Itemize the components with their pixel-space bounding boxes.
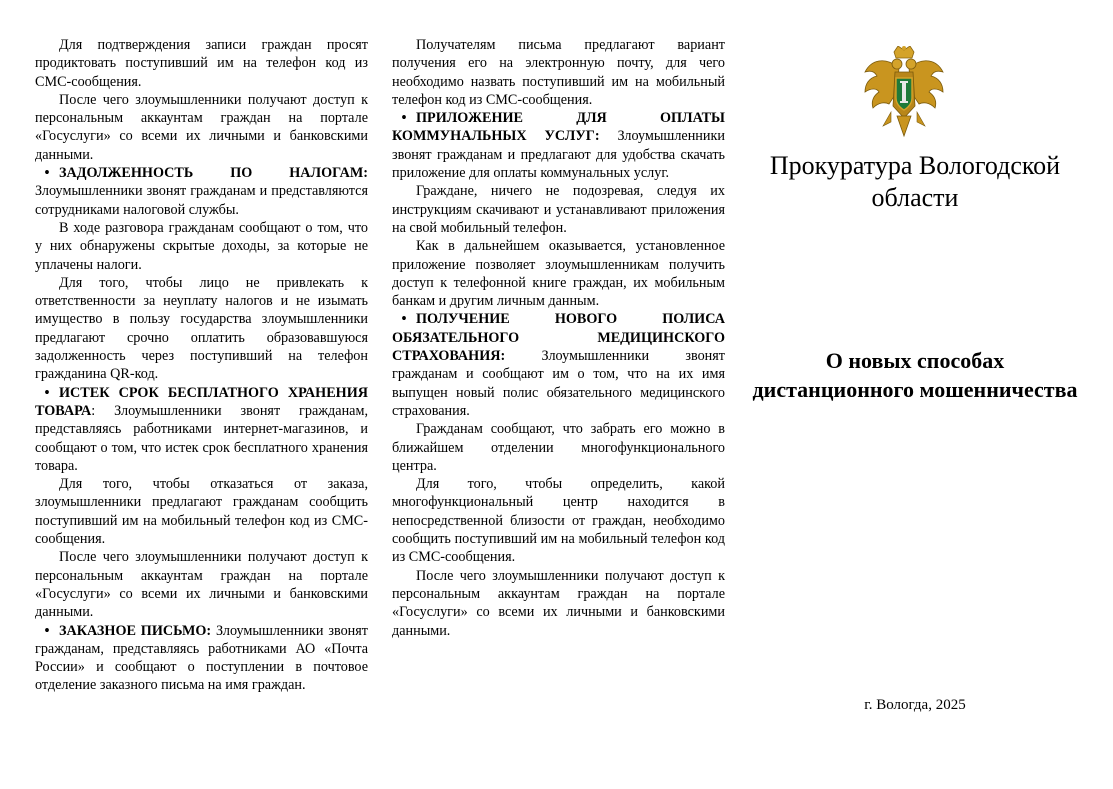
bullet-icon: • <box>401 311 407 328</box>
section-heading: ЗАКАЗНОЕ ПИСЬМО: <box>59 622 212 639</box>
paragraph: В ходе разговора гражданам сообщают о том, что у них обнаружены скрытые доходы, за которые не уплачены налоги. <box>35 219 368 273</box>
section-body: Злоумышленники звонят гражданам и предлагают для удобства скачать приложение для оплаты коммунальных услуг. <box>392 128 725 182</box>
paragraph: Для того, чтобы отказаться от заказа, злоумышленники предлагают гражданам сообщить поступивший им на мобильный телефон код из СМС-сообщения. <box>35 476 368 548</box>
paragraph: Получателям письма предлагают вариант получения его на электронную почту, для чего необходимо назвать поступивший им на мобильный телефон код из СМС-сообщения. <box>392 37 725 108</box>
paragraph: После чего злоумышленники получают доступ к персональным аккаунтам граждан на портале «Госуслуги» со всеми их личными и банковскими данными. <box>35 549 368 621</box>
section-heading-paragraph <box>35 384 368 475</box>
paragraph: Для того, чтобы определить, какой многофункциональный центр находится в непосредственной близости от граждан, необходимо сообщить поступивший им на мобильный телефон код из СМС-сообщения. <box>392 476 725 566</box>
section-body: : Злоумышленники звонят гражданам, представляясь работниками интернет-магазинов, и сообщают о том, что истек срок бесплатного хранения товара. <box>35 402 368 474</box>
cover-panel <box>750 0 1080 789</box>
section-body: Злоумышленники звонят гражданам, представляясь работниками АО «Почта России» и сообщают о поступлении в почтовое отделение заказного письма на имя граждан. <box>35 622 368 694</box>
section-heading: ЗАДОЛЖЕННОСТЬ ПО НАЛОГАМ: <box>59 165 368 182</box>
city-year: г. Вологда, 2025 <box>864 697 966 713</box>
section-body: Злоумышленники звонят гражданам и представляются сотрудниками налоговой службы. <box>35 183 368 218</box>
paragraph: Как в дальнейшем оказывается, установленное приложение позволяет злоумышленникам получить доступ к телефонной книге граждан, их мобильным банкам и другим личным данным. <box>392 238 725 310</box>
bullet-icon: • <box>44 384 50 401</box>
section-heading-paragraph <box>392 109 725 182</box>
section-heading-paragraph <box>35 164 368 219</box>
section-heading: ИСТЕК СРОК БЕСПЛАТНОГО ХРАНЕНИЯ ТОВАРА <box>35 384 368 419</box>
bullet-icon: • <box>44 622 50 639</box>
bullet-icon: • <box>401 110 407 127</box>
organization-name: Прокуратура Вологодской области <box>769 151 1061 212</box>
paragraph: Для того, чтобы лицо не привлекать к ответственности за неуплату налогов и не изымать имущество в пользу государства злоумышленники предлагают срочно оплатить образовавшуюся задолженность через поступивший на телефон гражданина QR-код. <box>35 274 368 383</box>
bullet-icon: • <box>44 165 50 182</box>
paragraph: Для подтверждения записи граждан просят продиктовать поступивший им на телефон код из СМС-сообщения. <box>35 37 368 90</box>
paragraph: После чего злоумышленники получают доступ к персональным аккаунтам граждан на портале «Госуслуги» со всеми их личными и банковскими данными. <box>392 567 725 639</box>
column-left <box>35 36 368 695</box>
section-body: Злоумышленники звонят гражданам и сообщают им о том, что на их имя выпущен новый полис обязательного медицинского страхования. <box>392 348 725 419</box>
column-middle <box>392 36 725 640</box>
section-heading-paragraph <box>392 310 725 420</box>
brochure-title: О новых способах дистанционного мошенничества <box>752 348 1078 402</box>
paragraph: Граждане, ничего не подозревая, следуя их инструкциям скачивают и устанавливают приложения на свой мобильный телефон. <box>392 183 725 236</box>
paragraph: После чего злоумышленники получают доступ к персональным аккаунтам граждан на портале «Госуслуги» со всеми их личными и банковскими данными. <box>35 91 368 163</box>
paragraph: Гражданам сообщают, что забрать его можно в ближайшем отделении многофункционального центра. <box>392 421 725 474</box>
section-heading-paragraph <box>35 622 368 695</box>
prosecutor-emblem-icon <box>861 46 947 144</box>
section-heading: ПРИЛОЖЕНИЕ ДЛЯ ОПЛАТЫ КОММУНАЛЬНЫХ УСЛУГ: <box>392 110 725 145</box>
section-heading: ПОЛУЧЕНИЕ НОВОГО ПОЛИСА ОБЯЗАТЕЛЬНОГО МЕДИЦИНСКОГО СТРАХОВАНИЯ: <box>392 311 725 365</box>
